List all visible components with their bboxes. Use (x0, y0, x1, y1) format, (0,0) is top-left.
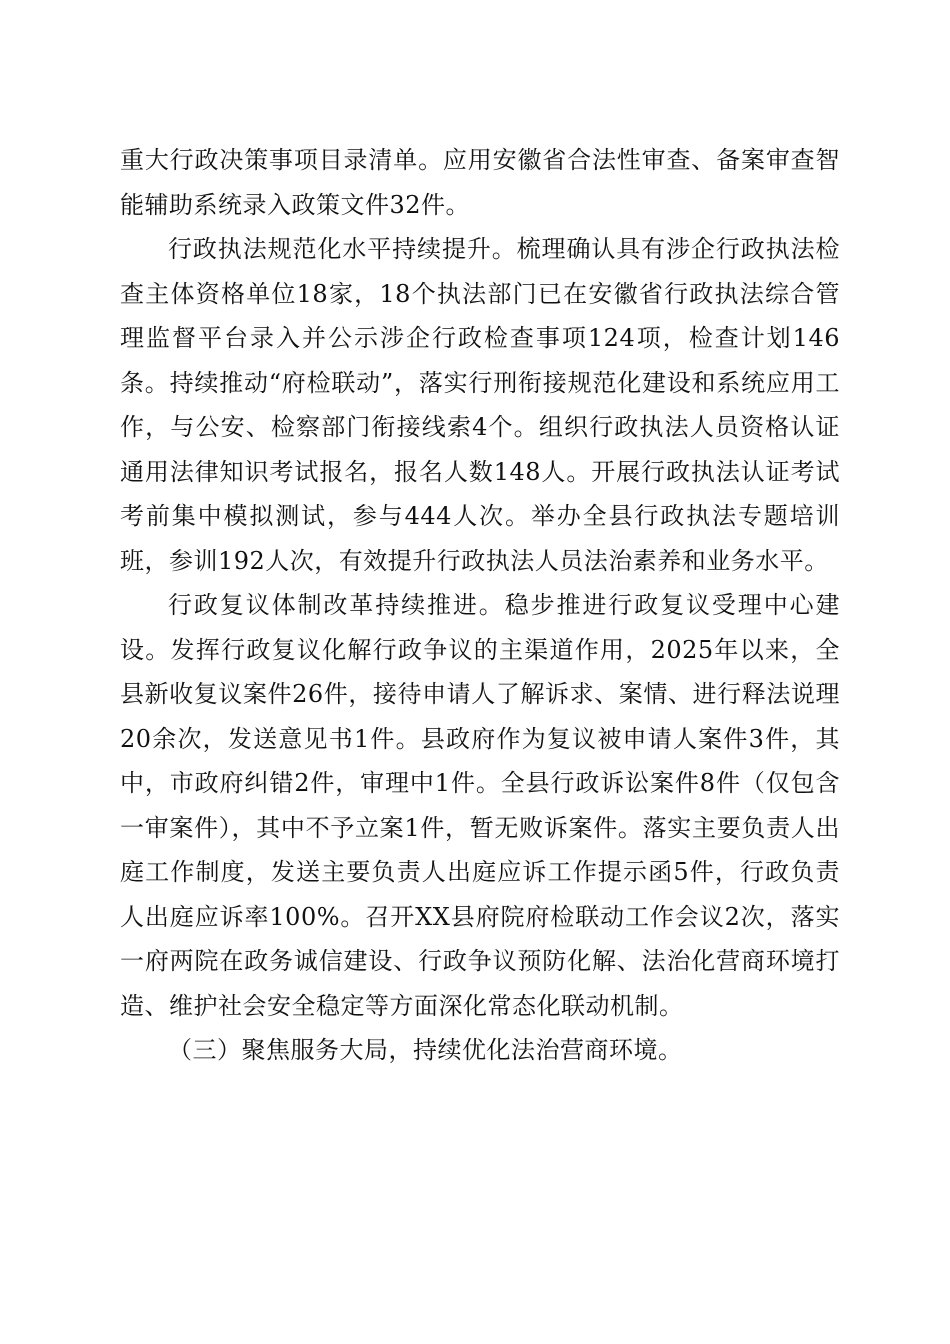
paragraph-administrative-review: 行政复议体制改革持续推进。稳步推进行政复议受理中心建设。发挥行政复议化解行政争议的主渠道作用，2025年以来，全县新收复议案件26件，接待申请人了解诉求、案情、进行释法说理20余次，发送意见书1件。县政府作为复议被申请人案件3件，其中，市政府纠错2件，审理中1件。全县行政诉讼案件8件（仅包含一审案件），其中不予立案1件，暂无败诉案件。落实主要负责人出庭工作制度，发送主要负责人出庭应诉工作提示函5件，行政负责人出庭应诉率100%。召开XX县府院府检联动工作会议2次，落实一府两院在政务诚信建设、行政争议预防化解、法治化营商环境打造、维护社会安全稳定等方面深化常态化联动机制。 (120, 591, 840, 1020)
paragraph-law-enforcement: 行政执法规范化水平持续提升。梳理确认具有涉企行政执法检查主体资格单位18家，18个执法部门已在安徽省行政执法综合管理监督平台录入并公示涉企行政检查事项124项，检查计划146条。持续推动“府检联动”，落实行刑衔接规范化建设和系统应用工作，与公安、检察部门衔接线索4个。组织行政执法人员资格认证通用法律知识考试报名，报名人数148人。开展行政执法认证考试考前集中模拟测试，参与444人次。举办全县行政执法专题培训班，参训192人次，有效提升行政执法人员法治素养和业务水平。 (120, 235, 840, 575)
section-heading-three: （三）聚焦服务大局，持续优化法治营商环境。 (168, 1036, 683, 1064)
document-body (120, 138, 840, 1073)
paragraph-decision-list: 重大行政决策事项目录清单。应用安徽省合法性审查、备案审查智能辅助系统录入政策文件32件。 (120, 146, 840, 219)
